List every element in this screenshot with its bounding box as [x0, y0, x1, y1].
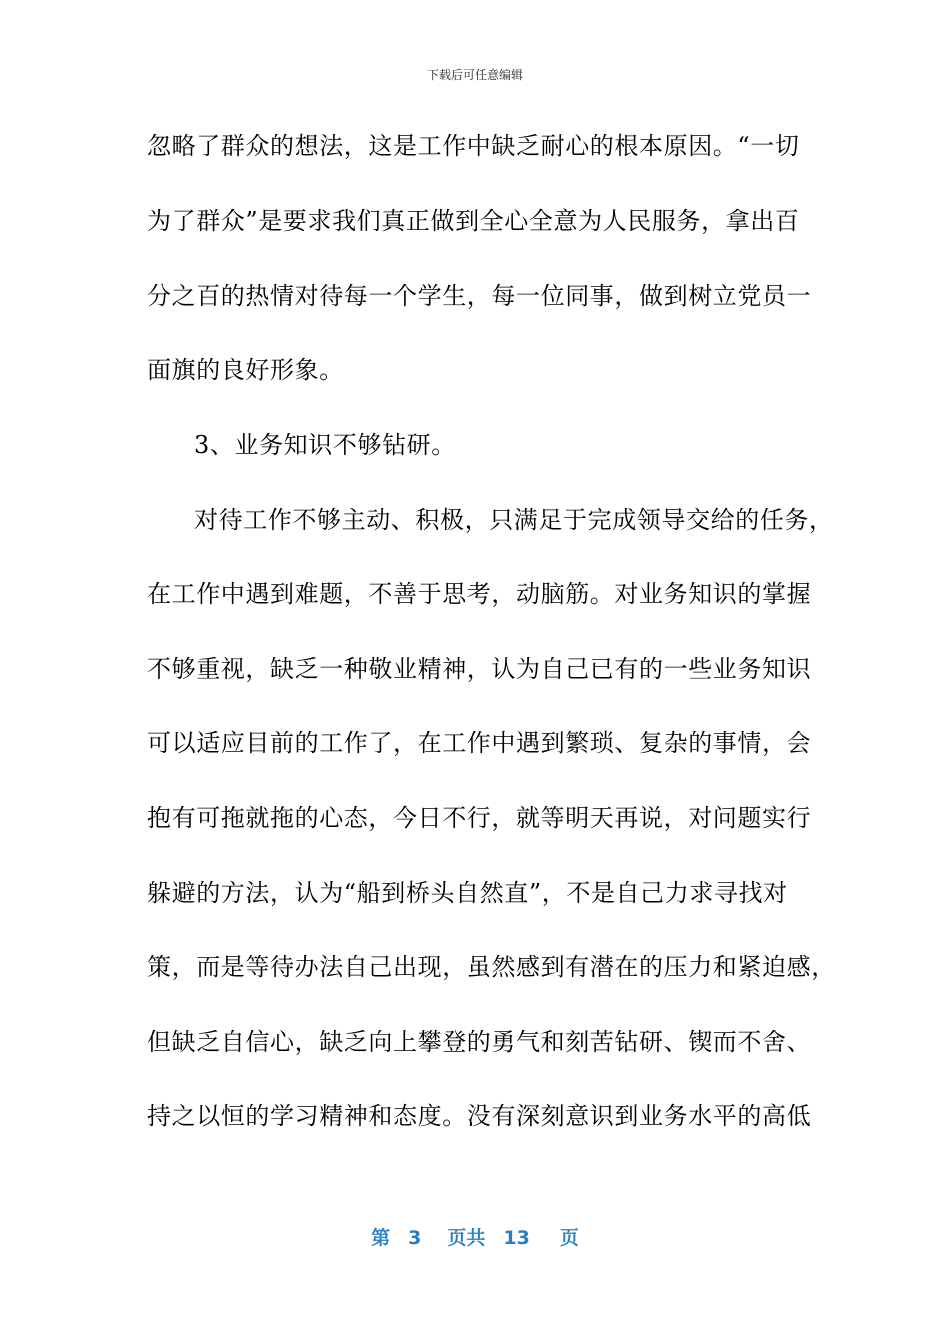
body-line: 抱有可拖就拖的心态，今日不行，就等明天再说，对问题实行 — [147, 804, 812, 832]
header-note: 下载后可任意编辑 — [426, 68, 523, 82]
body-line: 面旗的良好形象。 — [147, 356, 344, 384]
body-line: 对待工作不够主动、积极，只满足于完成领导交给的任务， — [194, 506, 834, 534]
body-line: 可以适应目前的工作了，在工作中遇到繁琐、复杂的事情，会 — [147, 729, 812, 757]
body-line: 在工作中遇到难题，不善于思考，动脑筋。对业务知识的掌握 — [147, 580, 812, 608]
body-line: 不够重视，缺乏一种敬业精神，认为自己已有的一些业务知识 — [147, 655, 812, 683]
section-heading: 3、业务知识不够钻研。 — [194, 431, 456, 459]
total-pages-number: 13 — [503, 1227, 530, 1249]
body-line: 分之百的热情对待每一个学生，每一位同事，做到树立党员一 — [147, 282, 812, 310]
page-footer — [0, 1226, 950, 1250]
body-line: 但缺乏自信心，缺乏向上攀登的勇气和刻苦钻研、锲而不舍、 — [147, 1028, 812, 1056]
body-line: 策，而是等待办法自己出现，虽然感到有潜在的压力和紧迫感， — [147, 953, 836, 981]
body-line: 躲避的方法，认为“船到桥头自然直”，不是自己力求寻找对 — [147, 879, 788, 907]
body-line: 为了群众”是要求我们真正做到全心全意为人民服务，拿出百 — [147, 207, 800, 235]
footer-prefix: 第 — [371, 1227, 391, 1249]
body-line: 持之以恒的学习精神和态度。没有深刻意识到业务水平的高低 — [147, 1102, 812, 1130]
body-line: 忽略了群众的想法，这是工作中缺乏耐心的根本原因。“一切 — [147, 132, 800, 160]
footer-middle: 页共 — [447, 1227, 486, 1249]
current-page-number: 3 — [408, 1227, 422, 1249]
footer-suffix: 页 — [559, 1227, 579, 1249]
